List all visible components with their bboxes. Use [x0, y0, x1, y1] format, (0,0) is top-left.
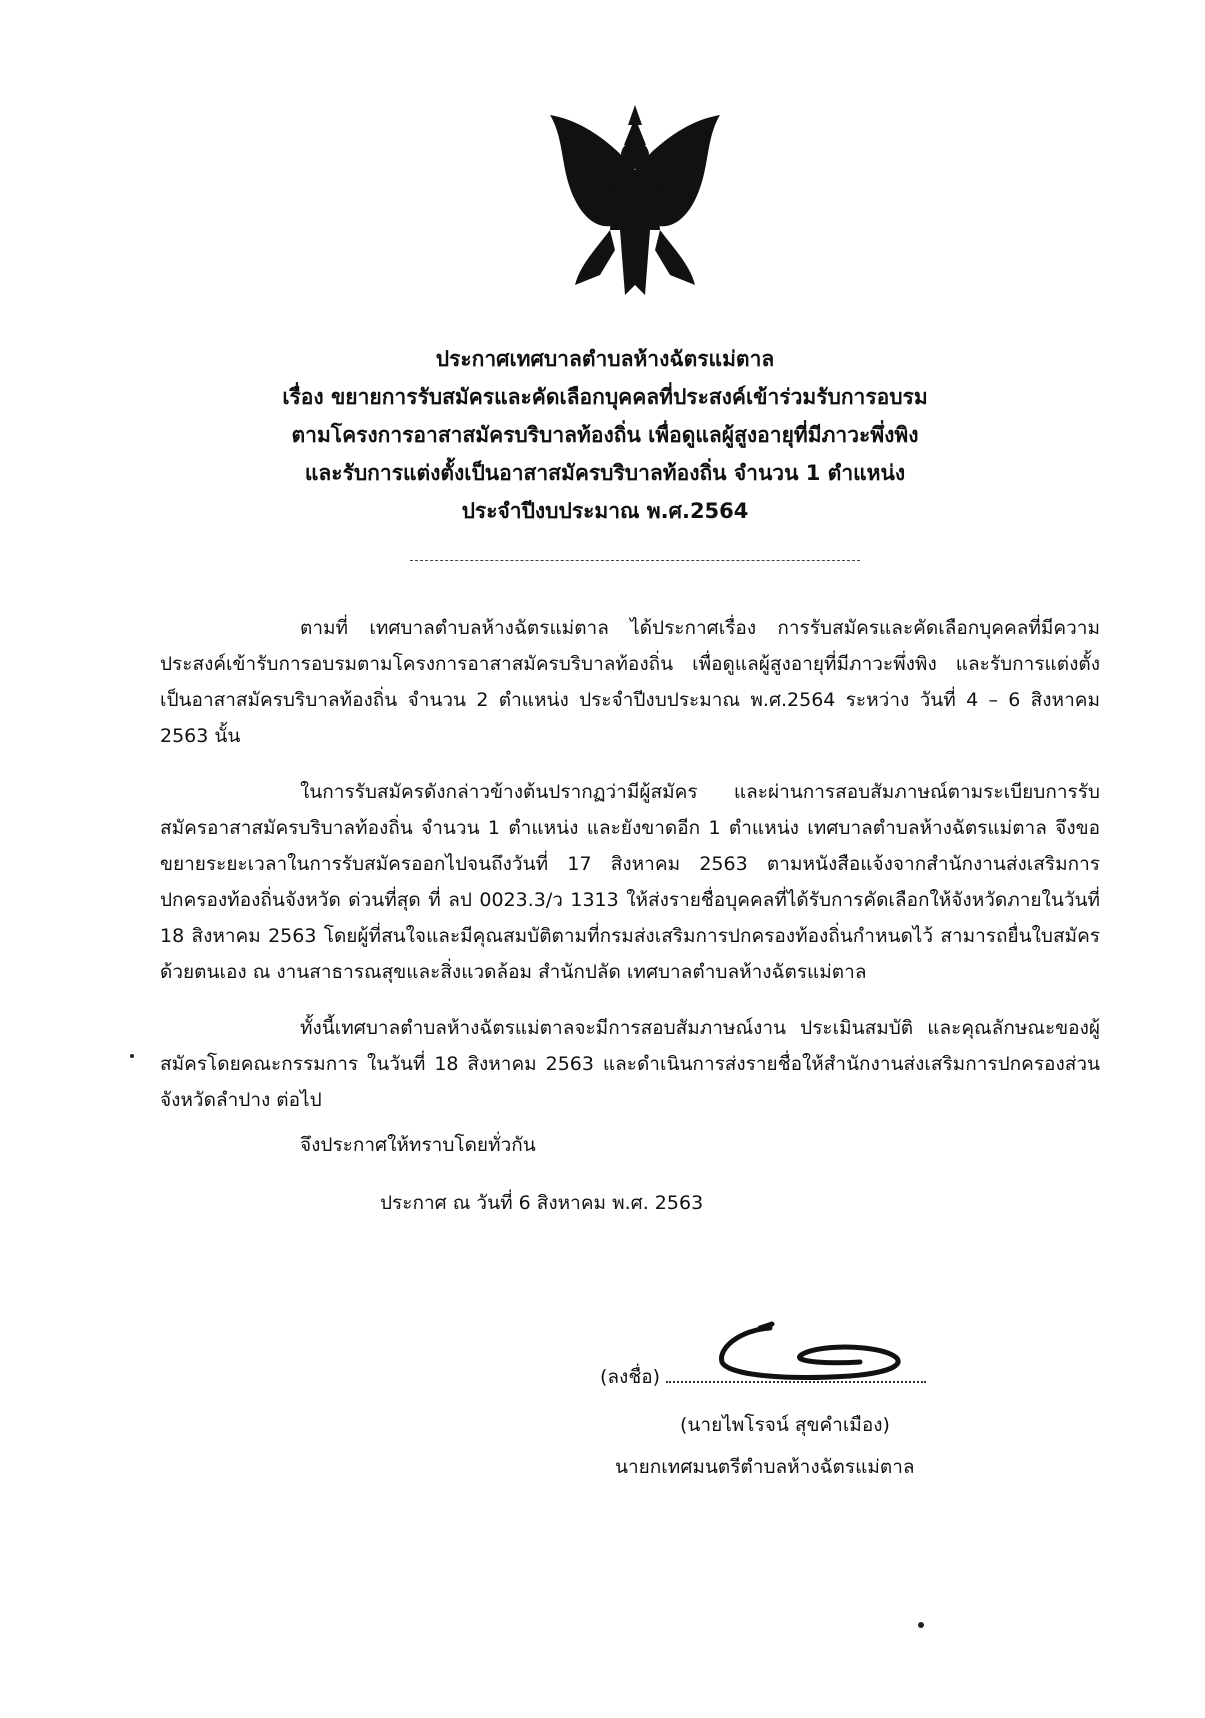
signature-label: (ลงชื่อ) [600, 1366, 661, 1388]
scan-speck [130, 1054, 134, 1058]
heading-line-3: ตามโครงการอาสาสมัครบริบาลท้องถิ่น เพื่อดูแลผู้สูงอายุที่มีภาวะพึ่งพิง [291, 423, 919, 447]
announcement-body [160, 610, 1100, 1138]
heading-line-1: ประกาศเทศบาลตำบลห้างฉัตรแม่ตาล [435, 347, 775, 371]
signatory-name: (นายไพโรจน์ สุขคำเมือง) [680, 1414, 890, 1436]
garuda-emblem-icon [540, 100, 730, 300]
signature-line [600, 1362, 926, 1392]
paragraph-2: ในการรับสมัครดังกล่าวข้างต้นปรากฏว่ามีผู้สมัคร และผ่านการสอบสัมภาษณ์ตามระเบียบการรับสมัครอาสาสมัครบริบาลท้องถิ่น จำนวน 1 ตำแหน่ง และยังขาดอีก 1 ตำแหน่ง เทศบาลตำบลห้างฉัตรแม่ตาล จึงขอขยายระยะเวลาในการรับสมัครออกไปจนถึงวันที่ 17 สิงหาคม 2563 ตามหนังสือแจ้งจากสำนักงานส่งเสริมการปกครองท้องถิ่นจังหวัด ด่วนที่สุด ที่ ลป 0023.3/ว 1313 ให้ส่งรายชื่อบุคคลที่ได้รับการคัดเลือกให้จังหวัดภายในวันที่ 18 สิงหาคม 2563 โดยผู้ที่สนใจและมีคุณสมบัติตามที่กรมส่งเสริมการปกครองท้องถิ่นกำหนดไว้ สามารถยื่นใบสมัครด้วยตนเอง ณ งานสาธารณสุขและสิ่งแวดล้อม สำนักปลัด เทศบาลตำบลห้างฉัตรแม่ตาล [160, 781, 1100, 983]
heading-line-2: เรื่อง ขยายการรับสมัครและคัดเลือกบุคคลที่ประสงค์เข้าร่วมรับการอบรม [282, 385, 928, 409]
signature-dots [666, 1381, 926, 1383]
signatory-title: นายกเทศมนตรีตำบลห้างฉัตรแม่ตาล [615, 1456, 915, 1478]
scan-speck [918, 1622, 924, 1628]
announcement-heading [160, 340, 1050, 530]
divider [410, 560, 860, 561]
announcement-date: ประกาศ ณ วันที่ 6 สิงหาคม พ.ศ. 2563 [380, 1192, 704, 1214]
paragraph-1: ตามที่ เทศบาลตำบลห้างฉัตรแม่ตาล ได้ประกาศเรื่อง การรับสมัครและคัดเลือกบุคคลที่มีความประสงค์เข้ารับการอบรมตามโครงการอาสาสมัครบริบาลท้องถิ่น เพื่อดูแลผู้สูงอายุที่มีภาวะพึ่งพิง และรับการแต่งตั้งเป็นอาสาสมัครบริบาลท้องถิ่น จำนวน 2 ตำแหน่ง ประจำปีงบประมาณ พ.ศ.2564 ระหว่าง วันที่ 4 – 6 สิงหาคม 2563 นั้น [160, 617, 1100, 747]
heading-line-5: ประจำปีงบประมาณ พ.ศ.2564 [461, 499, 749, 523]
paragraph-3: ทั้งนี้เทศบาลตำบลห้างฉัตรแม่ตาลจะมีการสอบสัมภาษณ์งาน ประเมินสมบัติ และคุณลักษณะของผู้สมัครโดยคณะกรรมการ ในวันที่ 18 สิงหาคม 2563 และดำเนินการส่งรายชื่อให้สำนักงานส่งเสริมการปกครองส่วนจังหวัดลำปาง ต่อไป [160, 1017, 1100, 1111]
closing-statement: จึงประกาศให้ทราบโดยทั่วกัน [300, 1134, 536, 1156]
heading-line-4: และรับการแต่งตั้งเป็นอาสาสมัครบริบาลท้องถิ่น จำนวน 1 ตำแหน่ง [304, 461, 906, 485]
